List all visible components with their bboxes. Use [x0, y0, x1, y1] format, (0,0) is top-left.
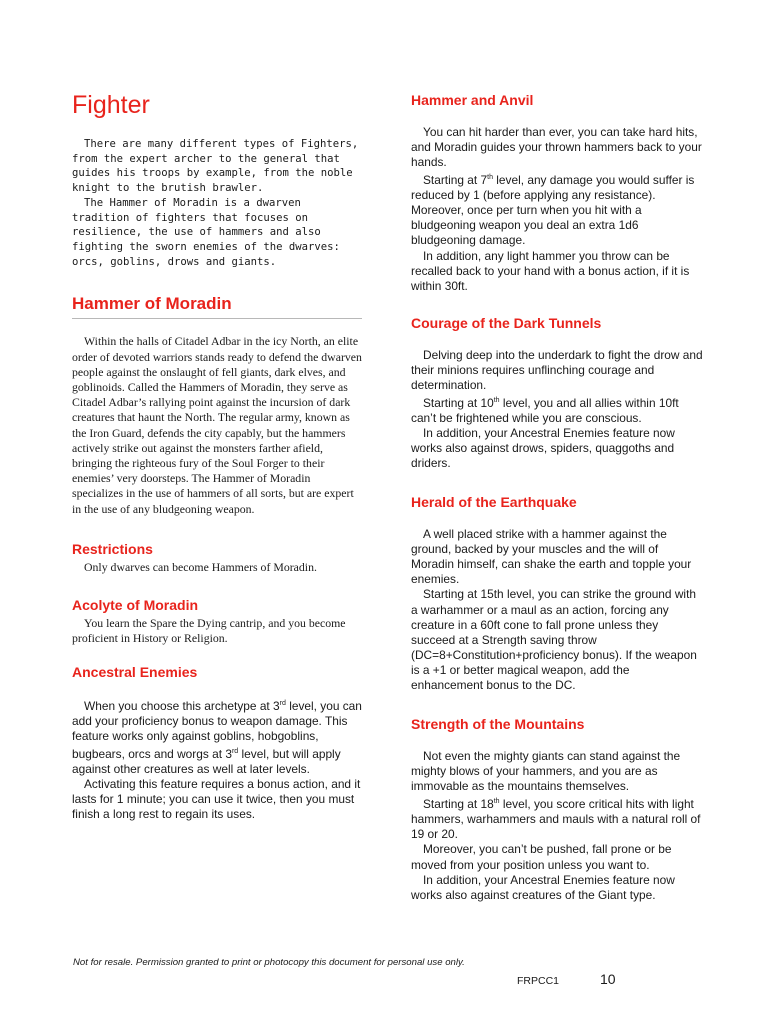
footer-product-code: FRPCC1: [517, 975, 560, 987]
right-column: [411, 92, 703, 903]
ordinal-suffix: th: [487, 174, 493, 182]
herald-paragraph-1: A well placed strike with a hammer against the ground, backed by your muscles and the will of Moradin himself, can shake the earth and topple your enemies.: [411, 527, 692, 587]
text-run: Starting at 10: [423, 395, 494, 410]
strength-heading: Strength of the Mountains: [411, 716, 585, 733]
text-run: level, you can add your proficiency bonus to weapon damage. This feature works only against goblins, hobgoblins, bugbears, orcs and worgs at 3: [72, 698, 362, 761]
courage-paragraph-1: Delving deep into the underdark to fight the drow and their minions requires unflinching courage and determination.: [411, 347, 703, 392]
restrictions-text: Only dwarves can become Hammers of Moradin.: [84, 559, 317, 574]
courage-paragraph-2: [411, 393, 703, 426]
subclass-description: Within the halls of Citadel Adbar in the icy North, an elite order of devoted warriors stands ready to defend the dwarven people against the onslaught of fell giants, dark elves, and goblinoids. Called the Hammers of Moradin, they serve as Citadel Adbar’s rallying point against the incursion of dark creatures that haunt the North. The regular army, known as the Iron Guard, defends the city capably, but the hammers actively strike out against the monsters farther afield, bringing the righteous fury of the Soul Forger to their enemies’ very doorsteps. The Hammer of Moradin specializes in the use of hammers of all sorts, but are expert in the use of any bludgeoning weapon.: [72, 334, 362, 516]
herald-paragraph-2: Starting at 15th level, you can strike the ground with a warhammer or a maul as an action, forcing any creature in a 60ft cone to fall prone unless they succeed at a Strength saving throw (DC=8+Constitution+proficiency bonus). If the weapon is a +1 or better magical weapon, add the enhancement bonus to the DC.: [411, 587, 697, 693]
left-column: [72, 90, 362, 822]
text-run: Starting at 18: [423, 797, 494, 812]
hammer-anvil-paragraph-3: In addition, any light hammer you throw can be recalled back to your hand with a bonus action, if it is within 30ft.: [411, 248, 690, 293]
herald-heading: Herald of the Earthquake: [411, 494, 577, 511]
acolyte-text: You learn the Spare the Dying cantrip, and you become proficient in History or Religion.: [72, 615, 346, 645]
page-number: 10: [600, 971, 616, 987]
strength-paragraph-2: [411, 794, 703, 842]
hammer-anvil-paragraph-2: [411, 170, 703, 248]
ancestral-heading: Ancestral Enemies: [72, 663, 198, 680]
subclass-heading: Hammer of Moradin: [72, 294, 362, 319]
restrictions-heading: Restrictions: [72, 540, 153, 557]
ordinal-suffix: rd: [231, 748, 239, 756]
courage-heading: Courage of the Dark Tunnels: [411, 314, 602, 331]
footer-disclaimer: Not for resale. Permission granted to print or photocopy this document for personal use only.: [73, 957, 465, 968]
text-run: level, you score critical hits with light hammers, warhammers and mauls with a natural roll of 19 or 20.: [411, 797, 701, 842]
page-title: Fighter: [72, 91, 150, 119]
text-run: level, but will apply against other creatures as well at later levels.: [72, 746, 341, 777]
hammer-anvil-paragraph-1: You can hit harder than ever, you can take hard hits, and Moradin guides your thrown hammers back to your hands.: [411, 124, 702, 169]
ordinal-suffix: rd: [279, 699, 286, 707]
text-run: level, any damage you would suffer is reduced by 1 (before applying any resistance). Moreover, once per turn when you hit with a bludgeoning weapon you deal an extra 1d6 bludgeoning damage.: [411, 173, 695, 248]
ancestral-paragraph-2: Activating this feature requires a bonus action, and it lasts for 1 minute; you can use it twice, then you must finish a long rest to regain its uses.: [72, 777, 361, 822]
acolyte-heading: Acolyte of Moradin: [72, 596, 199, 613]
strength-paragraph-3: Moreover, you can’t be pushed, fall prone or be moved from your position unless you want to.: [411, 842, 672, 872]
hammer-anvil-heading: Hammer and Anvil: [411, 92, 534, 108]
intro-paragraph: There are many different types of Fighters, from the expert archer to the general that guides his troops by example, from the noble knight to the brutish brawler.: [72, 138, 359, 195]
ordinal-suffix: th: [493, 396, 500, 404]
courage-paragraph-3: In addition, your Ancestral Enemies feature now works also against drows, spiders, quaggoths and driders.: [411, 426, 675, 471]
intro-paragraph: The Hammer of Moradin is a dwarven tradition of fighters that focuses on resilience, the use of hammers and also fighting the sworn enemies of the dwarves: orcs, goblins, drows and giants.: [72, 196, 340, 268]
strength-paragraph-4: In addition, your Ancestral Enemies feature now works also against creatures of the Giant type.: [411, 872, 675, 902]
text-run: level, you and all allies within 10ft can’t be frightened while you are conscious.: [411, 395, 679, 425]
ordinal-suffix: th: [493, 798, 500, 806]
strength-paragraph-1: Not even the mighty giants can stand against the mighty blows of your hammers, and you are as immovable as the mountains themselves.: [411, 748, 681, 794]
text-run: When you choose this archetype at 3: [84, 698, 280, 713]
ancestral-paragraph-1: [72, 696, 362, 777]
text-run: Starting at 7: [423, 173, 488, 188]
intro-section: [72, 137, 362, 269]
